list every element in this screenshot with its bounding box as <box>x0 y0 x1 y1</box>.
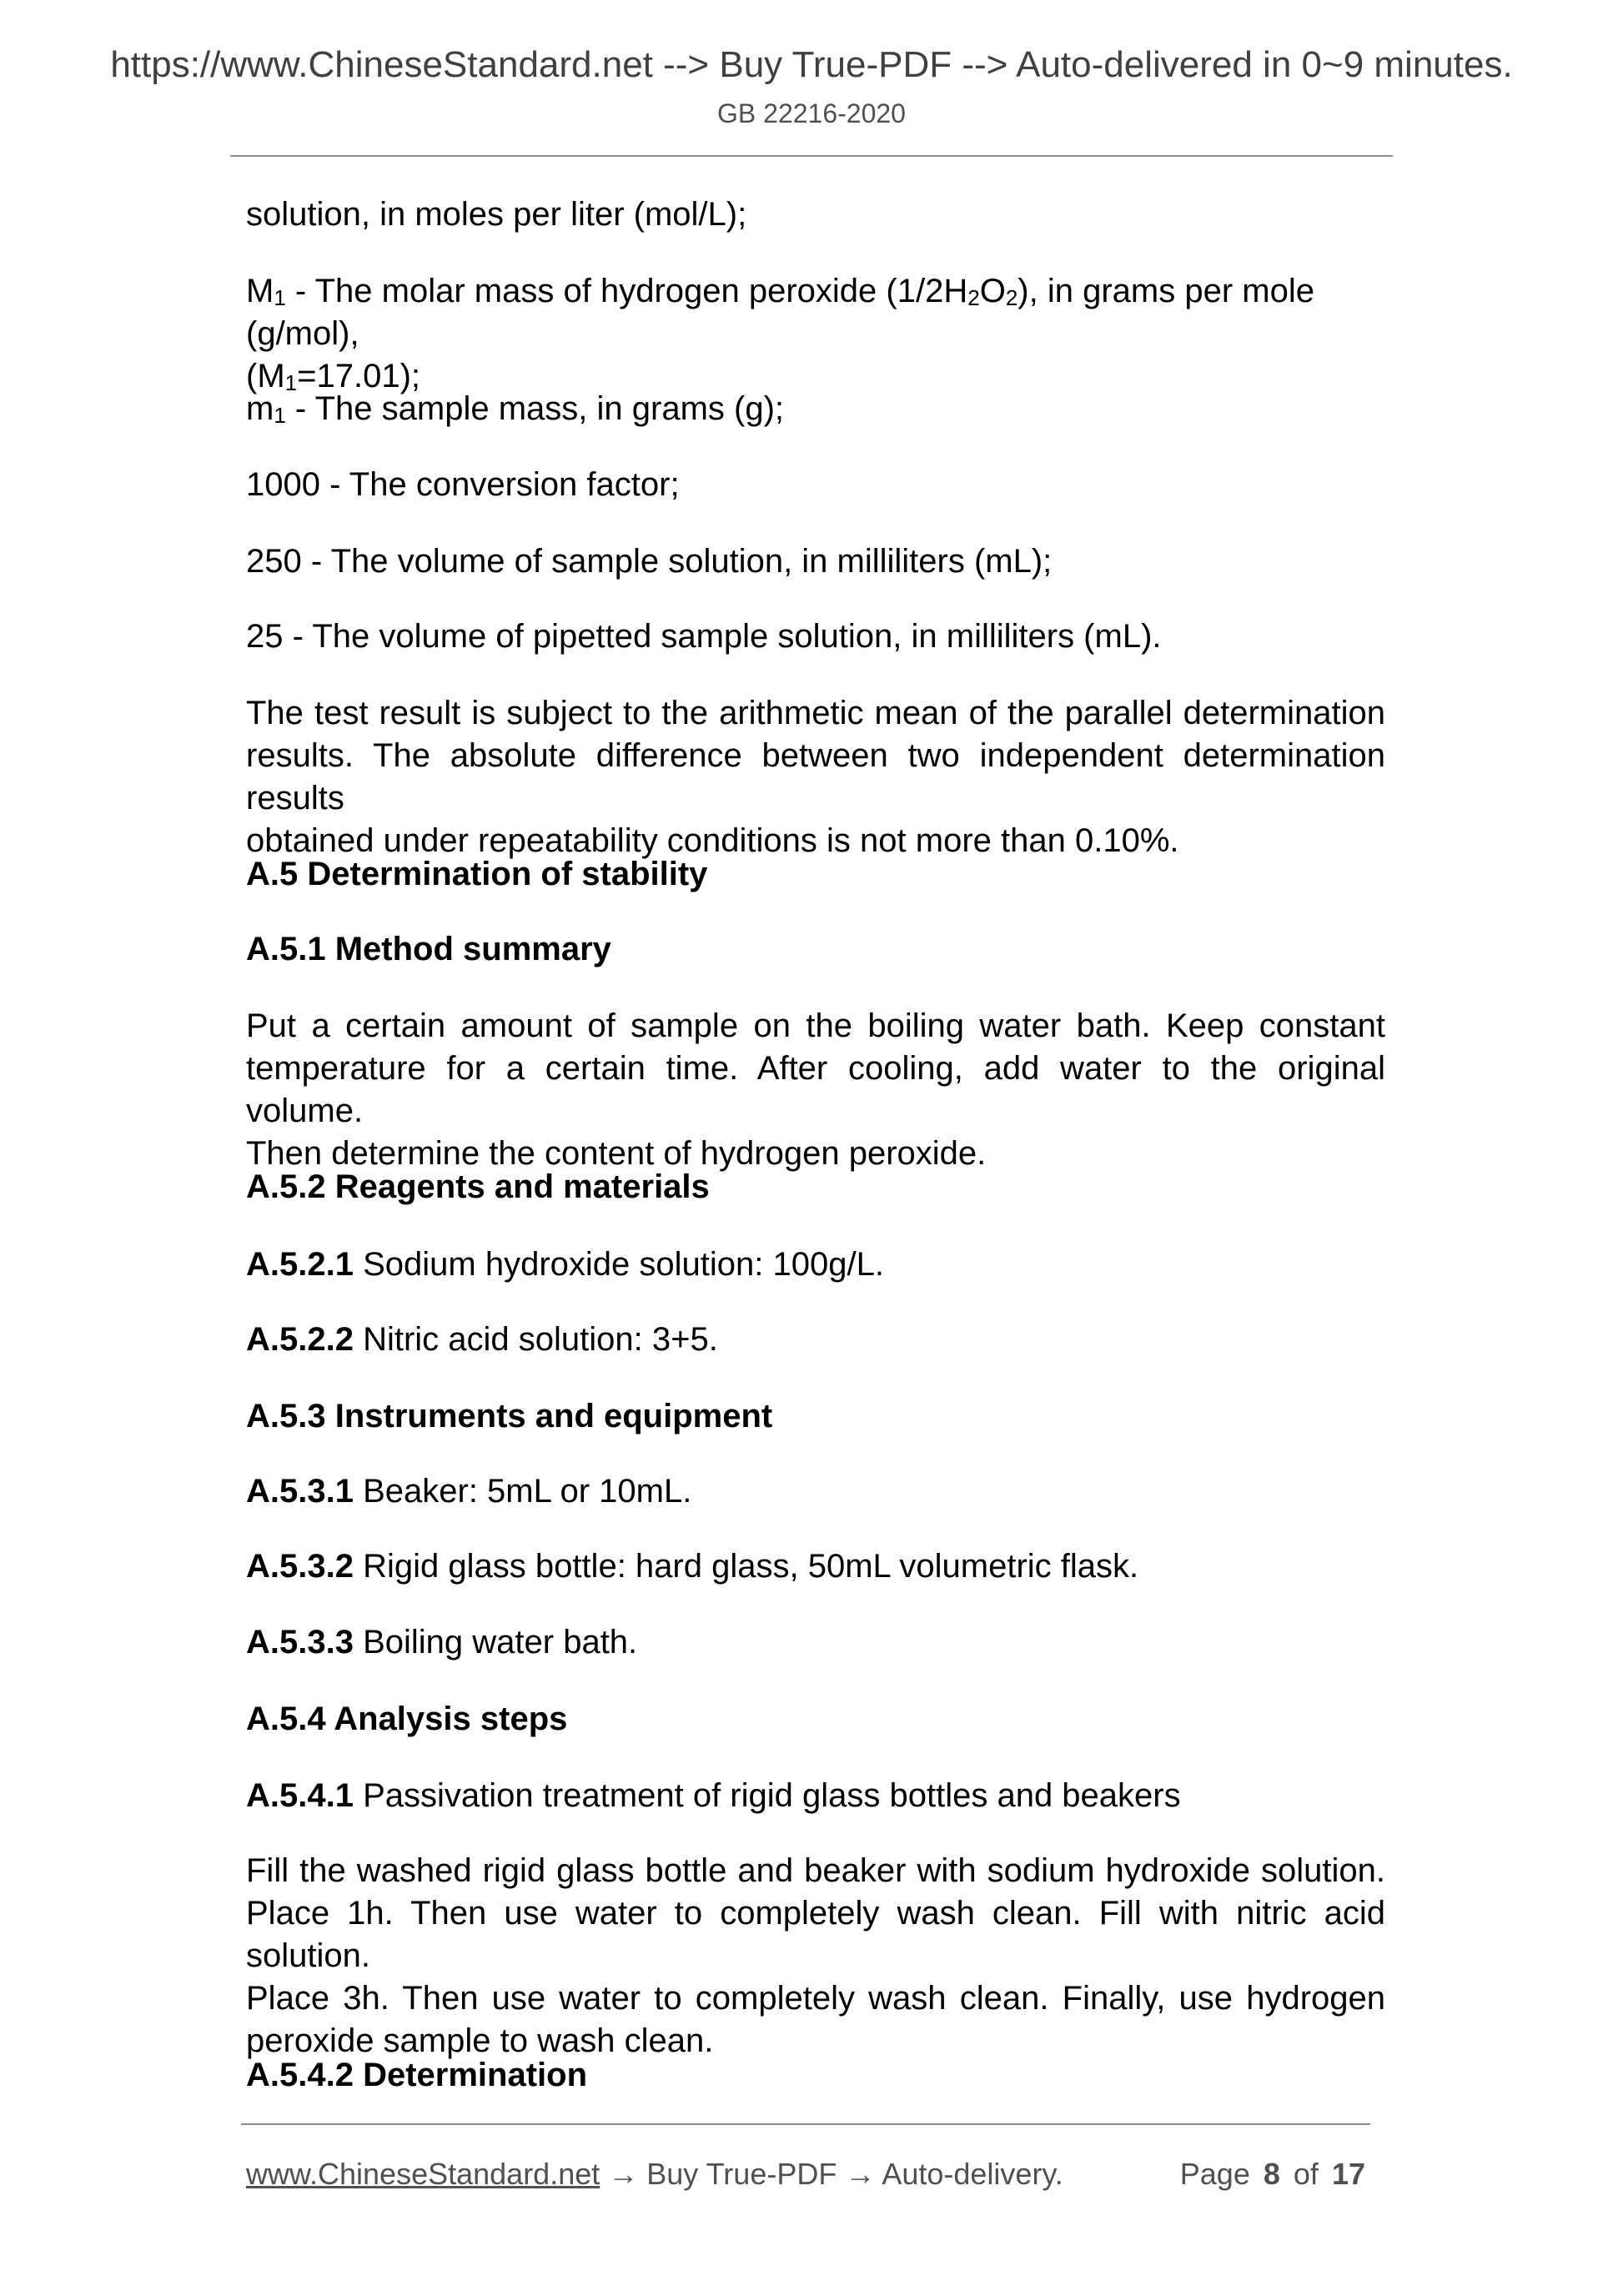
paragraph-pipetted-volume: 25 - The volume of pipetted sample solution, in milliliters (mL). <box>246 618 1162 655</box>
paragraph-test-result: The test result is subject to the arithmetic mean of the parallel determination results. The absolute difference between two independent determination results obtained under repeatability conditions is not more than 0.10%. <box>246 695 1385 859</box>
header-banner: https://www.ChineseStandard.net --> Buy True-PDF --> Auto-delivered in 0~9 minutes. <box>110 44 1513 85</box>
paragraph-sample-volume: 250 - The volume of sample solution, in milliliters (mL); <box>246 543 1053 580</box>
heading-a53: A.5.3 Instruments and equipment <box>246 1398 773 1434</box>
footer-site-link[interactable]: www.ChineseStandard.net <box>246 2157 600 2191</box>
page-indicator: Page 8 of 17 <box>1179 2157 1365 2191</box>
page-current: 8 <box>1263 2157 1280 2191</box>
heading-a542: A.5.4.2 Determination <box>246 2057 588 2093</box>
arrow-right-icon: → <box>608 2157 639 2191</box>
item-a533: A.5.3.3 Boiling water bath. <box>246 1624 638 1660</box>
standard-code: GB 22216-2020 <box>717 98 906 128</box>
paragraph-sample-mass: $m_1$ - The sample mass, in grams (g); <box>246 390 785 428</box>
paragraph-units: solution, in moles per liter (mol/L); <box>246 196 747 233</box>
item-a531: A.5.3.1 Beaker: 5mL or 10mL. <box>246 1473 692 1510</box>
paragraph-passivation: Fill the washed rigid glass bottle and beaker with sodium hydroxide solution. Place 1h. Then use water to completely wash clean. Fill with nitric acid solution. Place 3h. Then use water to completely wash clean. Finally, use hydrogen peroxide sample to wash clean. <box>246 1852 1385 2059</box>
heading-a52: A.5.2 Reagents and materials <box>246 1168 710 1205</box>
arrow-right-icon: → <box>845 2157 876 2191</box>
item-a532: A.5.3.2 Rigid glass bottle: hard glass, 50mL volumetric flask. <box>246 1548 1139 1585</box>
heading-a51: A.5.1 Method summary <box>246 931 611 967</box>
heading-a54: A.5.4 Analysis steps <box>246 1701 568 1737</box>
paragraph-molar-mass: $M_1$ - The molar mass of hydrogen peroxide $(1/2H_2O_2)$, in grams per mole (g/mol), $(M_1=17.01)$; <box>246 273 1314 395</box>
item-a522: A.5.2.2 Nitric acid solution: 3+5. <box>246 1321 718 1358</box>
heading-a5: A.5 Determination of stability <box>246 856 708 892</box>
paragraph-conversion-factor: 1000 - The conversion factor; <box>246 466 680 503</box>
page-total: 17 <box>1331 2157 1365 2191</box>
footer-promo: www.ChineseStandard.net → Buy True-PDF → Auto-delivery. <box>246 2157 1063 2191</box>
footer-divider <box>241 2123 1370 2125</box>
paragraph-method-summary: Put a certain amount of sample on the boiling water bath. Keep constant temperature for a certain time. After cooling, add water to the original volume. Then determine the content of hydrogen peroxide. <box>246 1007 1385 1172</box>
header-divider <box>230 155 1393 157</box>
item-a521: A.5.2.1 Sodium hydroxide solution: 100g/L. <box>246 1246 884 1283</box>
item-a541: A.5.4.1 Passivation treatment of rigid glass bottles and beakers <box>246 1777 1181 1814</box>
